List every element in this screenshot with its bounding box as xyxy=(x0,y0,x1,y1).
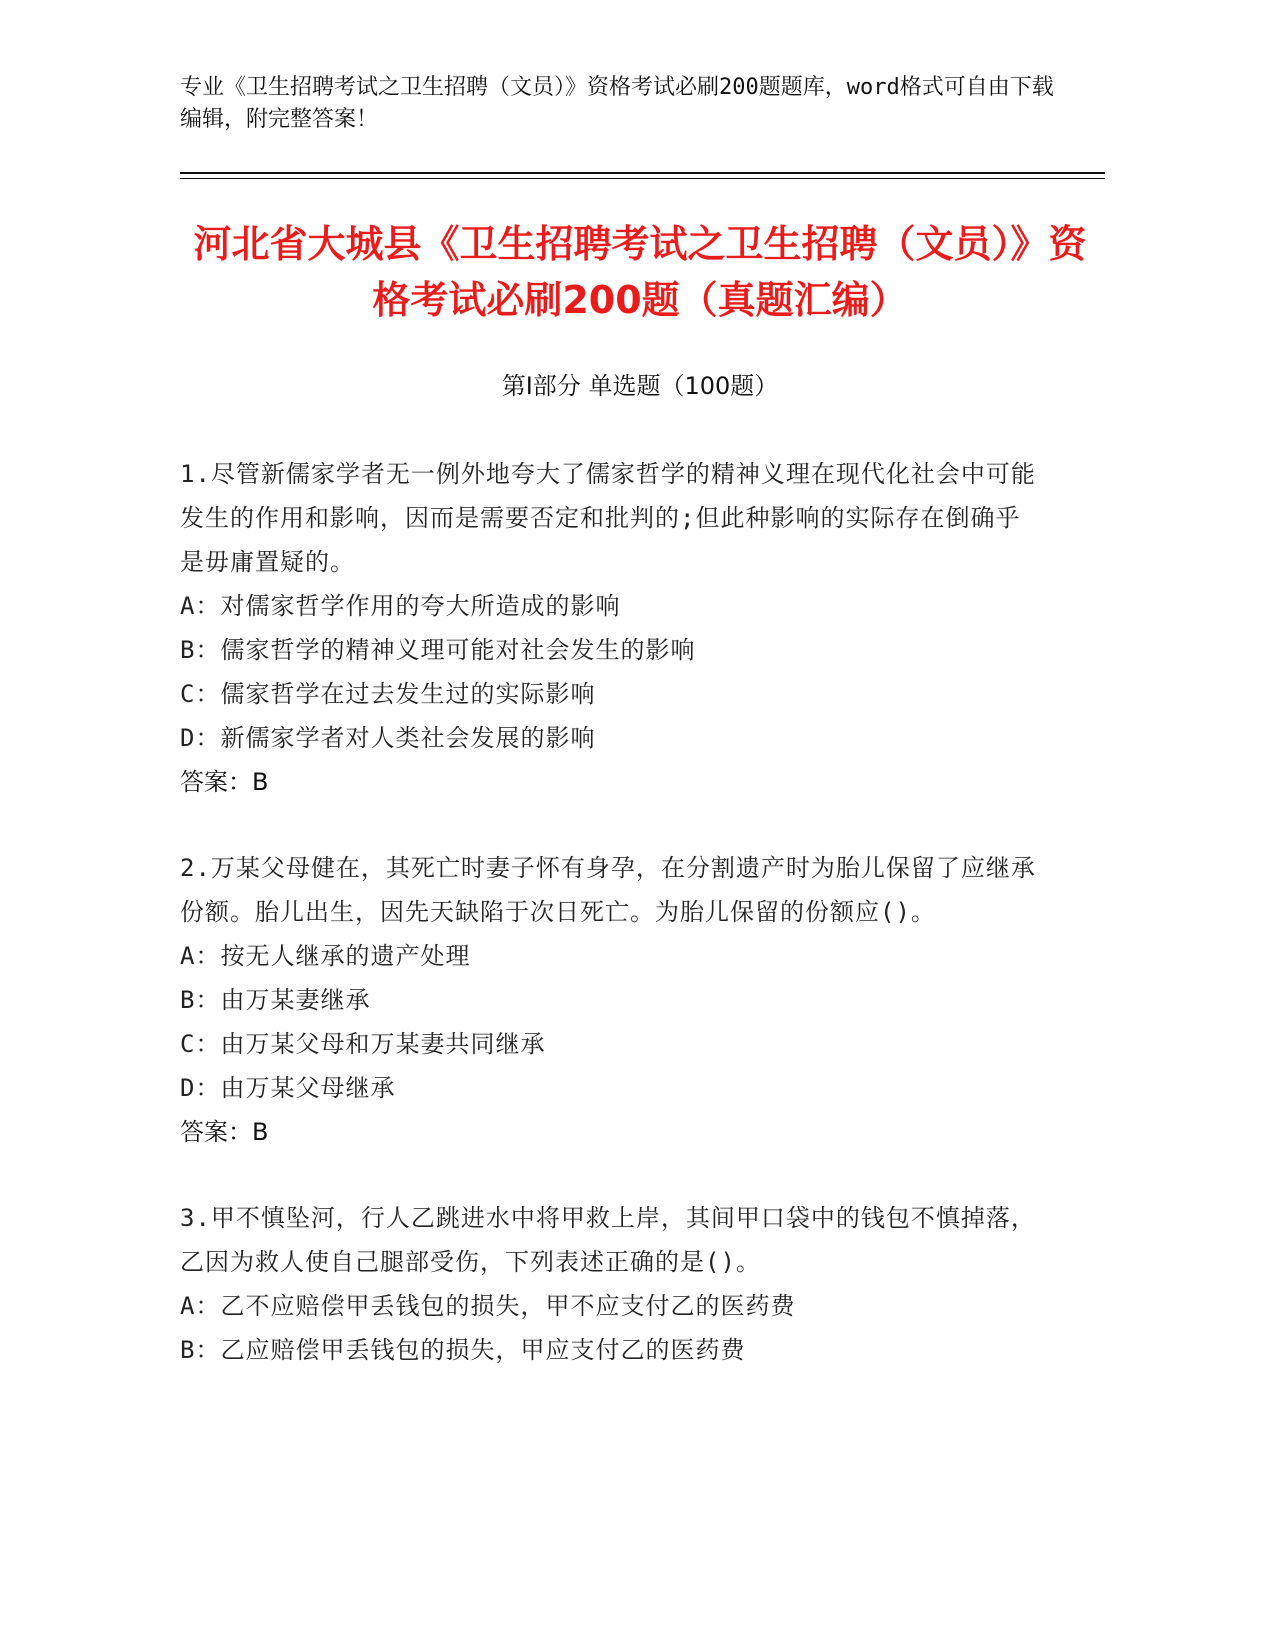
option-b: B：儒家哲学的精神义理可能对社会发生的影响 xyxy=(180,636,696,664)
header-rule-thick xyxy=(180,172,1105,174)
question-list xyxy=(180,452,1040,1414)
option-b: B：乙应赔偿甲丢钱包的损失，甲应支付乙的医药费 xyxy=(180,1336,746,1364)
answer: 答案：B xyxy=(180,768,269,796)
option-c: C：由万某父母和万某妻共同继承 xyxy=(180,1030,546,1058)
option-d: D：由万某父母继承 xyxy=(180,1074,396,1102)
document-title: 河北省大城县《卫生招聘考试之卫生招聘（文员）》资格考试必刷200题（真题汇编） xyxy=(193,222,1087,322)
section-title: 第Ⅰ部分 单选题（100题） xyxy=(501,372,779,400)
question-1 xyxy=(180,452,1040,804)
option-a: A：对儒家哲学作用的夸大所造成的影响 xyxy=(180,592,621,620)
question-2 xyxy=(180,846,1040,1154)
option-d: D：新儒家学者对人类社会发展的影响 xyxy=(180,724,596,752)
header-rule-thin xyxy=(180,178,1105,179)
answer: 答案：B xyxy=(180,1118,269,1146)
option-a: A：乙不应赔偿甲丢钱包的损失，甲不应支付乙的医药费 xyxy=(180,1292,796,1320)
question-3 xyxy=(180,1196,1040,1372)
option-b: B：由万某妻继承 xyxy=(180,986,371,1014)
question-text: 3.甲不慎坠河，行人乙跳进水中将甲救上岸，其间甲口袋中的钱包不慎掉落，乙因为救人使自己腿部受伤，下列表述正确的是()。 xyxy=(180,1204,1036,1276)
question-text: 2.万某父母健在，其死亡时妻子怀有身孕，在分割遗产时为胎儿保留了应继承份额。胎儿出生，因先天缺陷于次日死亡。为胎儿保留的份额应()。 xyxy=(180,854,1036,926)
option-a: A：按无人继承的遗产处理 xyxy=(180,942,471,970)
question-text: 1.尽管新儒家学者无一例外地夸大了儒家哲学的精神义理在现代化社会中可能发生的作用和影响，因而是需要否定和批判的;但此种影响的实际存在倒确乎是毋庸置疑的。 xyxy=(180,460,1036,576)
header-note: 专业《卫生招聘考试之卫生招聘（文员）》资格考试必刷200题题库，word格式可自由下载编辑，附完整答案！ xyxy=(180,75,1054,132)
option-c: C：儒家哲学在过去发生过的实际影响 xyxy=(180,680,596,708)
